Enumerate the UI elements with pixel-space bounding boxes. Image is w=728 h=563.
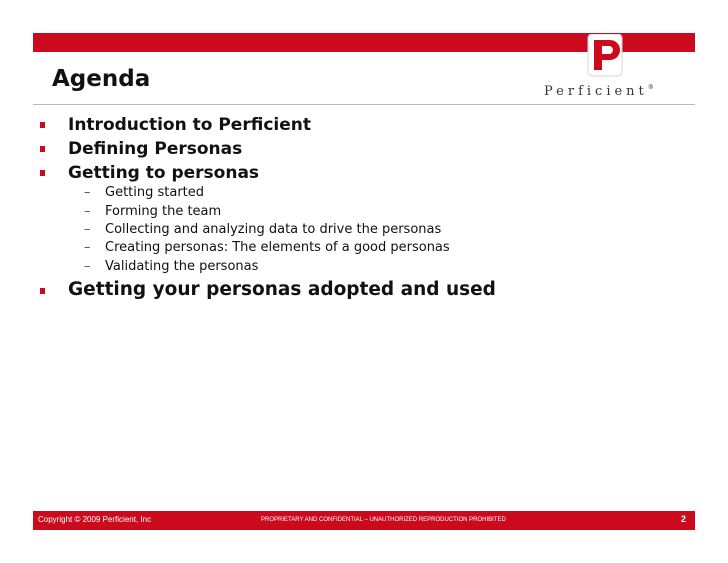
brand-wordmark — [544, 84, 654, 99]
sub-bullet-text: Validating the personas — [105, 259, 259, 274]
bullet-text: Introduction to Perficient — [68, 115, 311, 135]
sub-bullet-marker: – — [84, 185, 91, 200]
bullet-text: Getting to personas — [68, 163, 260, 183]
bullet-marker — [40, 288, 45, 294]
footer-notice: PROPRIETARY AND CONFIDENTIAL – UNAUTHORIZED REPRODUCTION PROHIBITED — [261, 517, 506, 523]
sub-bullet-marker: – — [84, 222, 91, 237]
bullet-text: Defining Personas — [68, 139, 243, 159]
sub-bullet-text: Creating personas: The elements of a good personas — [105, 240, 450, 255]
bullet-marker — [40, 122, 45, 128]
sub-bullet-marker: – — [84, 259, 91, 274]
sub-bullet-marker: – — [84, 204, 91, 219]
sub-bullet-text: Collecting and analyzing data to drive the personas — [105, 222, 442, 237]
footer-copyright: Copyright © 2009 Perficient, Inc — [38, 515, 152, 524]
sub-bullet-text: Forming the team — [105, 204, 222, 219]
page-number: 2 — [681, 514, 687, 524]
bullet-text: Getting your personas adopted and used — [68, 279, 496, 300]
bullet-marker — [40, 146, 45, 152]
bullet-marker — [40, 170, 45, 176]
slide-title: Agenda — [52, 66, 151, 92]
brand-registered-mark: ® — [647, 84, 654, 91]
sub-bullet-text: Getting started — [105, 185, 205, 200]
brand-name: Perficient — [544, 84, 648, 99]
sub-bullet-marker: – — [84, 240, 91, 255]
header-divider — [33, 104, 695, 105]
